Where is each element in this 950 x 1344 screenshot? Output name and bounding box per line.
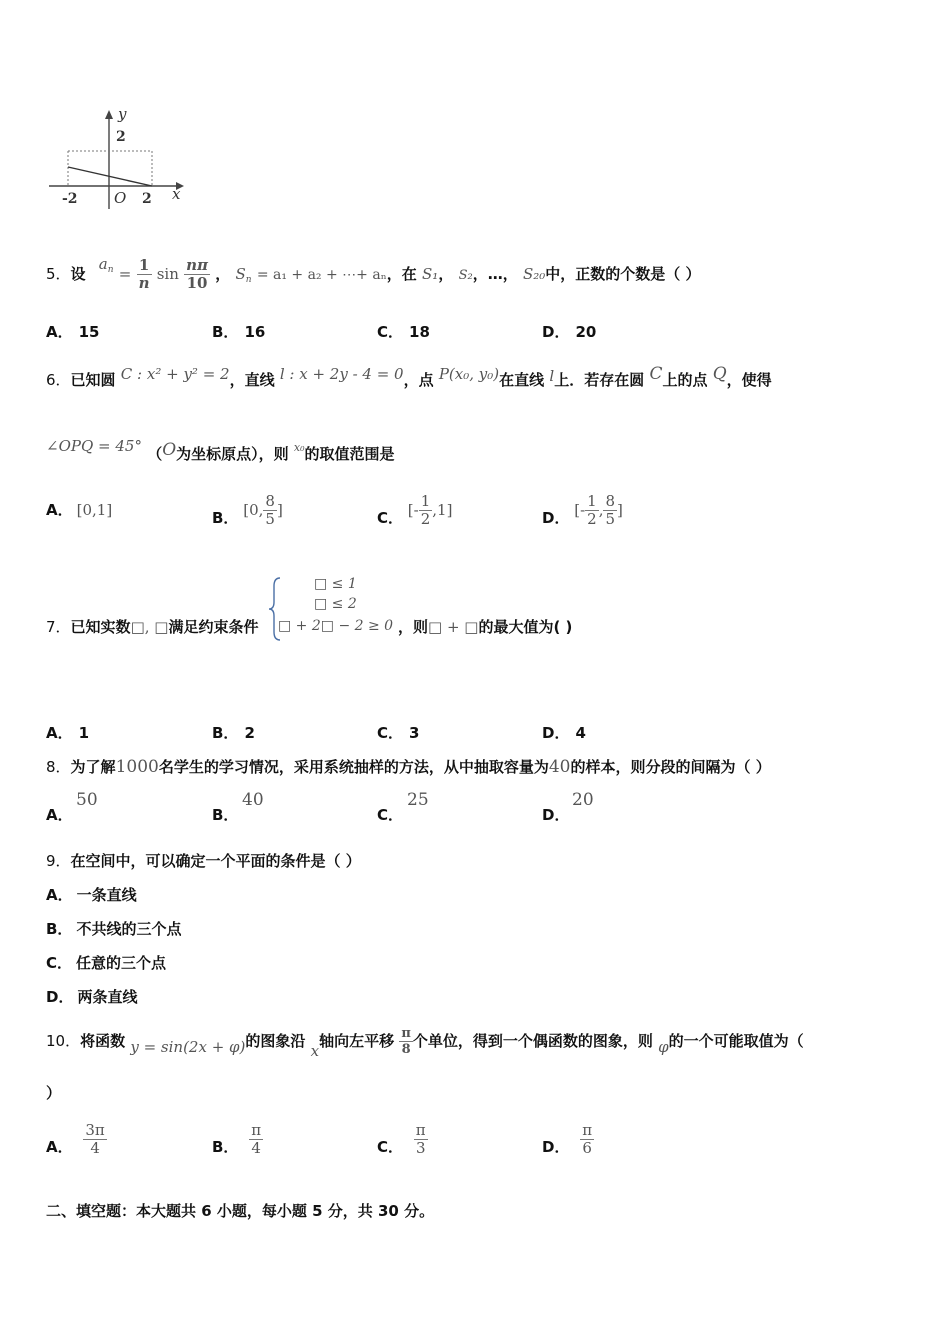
q7-number: 7． <box>46 618 71 636</box>
q5-sep1: ， <box>438 265 454 283</box>
q10-option-c[interactable]: C． $\frac{\pi}{3}$ <box>377 1121 426 1157</box>
q10-shift-frac: $\frac{\pi}{8}$ <box>401 1026 411 1057</box>
graph-y-label: y <box>118 105 127 123</box>
q5-sin: sin <box>156 265 179 283</box>
question-7 <box>46 616 258 637</box>
q9-text: 在空间中，可以确定一个平面的条件是（ ） <box>70 852 361 870</box>
q6-text-c: ，点 <box>403 371 434 389</box>
q10-text-a: 将函数 <box>80 1032 126 1050</box>
q10-close-paren: ） <box>46 1084 62 1102</box>
q6-text-g: ，使得 <box>726 371 772 389</box>
q6-option-d[interactable]: D． [- $\frac{1}{2}$ , $\frac{8}{5}$ ] <box>542 492 623 528</box>
q6-line-eq: l : x + 2y - 4 = 0 <box>279 365 404 383</box>
q9-option-b[interactable]: B． 不共线的三个点 <box>46 920 182 938</box>
q6-text-i: 为坐标原点），则 <box>176 445 289 463</box>
graph-y-tick: 2 <box>116 129 126 145</box>
q7-constraint-1: □ ≤ 1 <box>314 576 357 592</box>
q10-x: x <box>310 1042 320 1060</box>
q6-text-h: （ <box>147 445 163 463</box>
q6-text-j: 的取值范围是 <box>304 445 395 463</box>
q7-option-d[interactable]: D． 4 <box>542 724 586 742</box>
graph-x-label: x <box>172 185 181 203</box>
q5-an: $a_n$ <box>98 255 114 275</box>
q5-s20: S₂₀ <box>522 265 546 283</box>
q10-text-d: 个单位，得到一个偶函数的图象，则 <box>412 1032 653 1050</box>
q5-option-d[interactable]: D． 20 <box>542 323 597 341</box>
q6-option-c[interactable]: C． [- $\frac{1}{2}$ ,1] <box>377 492 453 528</box>
q6-text-b: ，直线 <box>229 371 275 389</box>
function-graph <box>44 105 194 215</box>
q8-number: 8． <box>46 758 71 776</box>
q7-option-c[interactable]: C． 3 <box>377 724 420 742</box>
q5-text-b: ，在 <box>386 265 417 283</box>
q5-sn: $S_n$ <box>235 265 252 285</box>
graph-x-neg-tick: -2 <box>62 191 78 207</box>
q6-point: P(x₀, y₀) <box>438 365 500 383</box>
graph-origin: O <box>114 189 127 207</box>
q7-constraint-system <box>268 574 398 642</box>
q5-sep2: ，…， <box>472 265 518 283</box>
q6-angle: ∠OPQ = 45° <box>46 437 142 455</box>
q5-frac1: $\frac{1}{n}$ <box>138 256 150 292</box>
q8-text-c: 的样本，则分段的间隔为（ ） <box>570 758 771 776</box>
question-6 <box>46 356 772 398</box>
q9-option-d[interactable]: D． 两条直线 <box>46 988 138 1006</box>
q5-option-b[interactable]: B． 16 <box>212 323 266 341</box>
q5-comma1: ， <box>215 265 231 283</box>
q7-constraint-3: □ + 2□ − 2 ≥ 0 <box>278 618 394 634</box>
q10-func: y = sin(2x + φ) <box>130 1038 246 1056</box>
question-8 <box>46 756 771 777</box>
q6-o: O <box>162 440 177 460</box>
q7-option-a[interactable]: A． 1 <box>46 724 90 742</box>
question-7-tail <box>398 616 572 637</box>
q7-constraint-2: □ ≤ 2 <box>314 596 357 612</box>
q5-option-a[interactable]: A． 15 <box>46 323 100 341</box>
question-6-line2 <box>46 428 395 472</box>
q6-text-e: 上．若存在圆 <box>554 371 645 389</box>
q10-phi: φ <box>658 1038 669 1056</box>
q5-sum-expr: = a₁ + a₂ + ⋯+ aₙ <box>256 267 387 283</box>
q10-text-e: 的一个可能取值为（ <box>668 1032 804 1050</box>
q7-text-b: 满足约束条件 <box>168 618 259 636</box>
q6-text-a: 已知圆 <box>70 371 116 389</box>
q5-number: 5． <box>46 265 71 283</box>
q6-number: 6． <box>46 371 71 389</box>
q7-text-d: 的最大值为( ) <box>478 618 573 636</box>
q6-x0: x₀ <box>293 441 305 454</box>
q6-text-d: 在直线 <box>499 371 545 389</box>
q6-text-f: 上的点 <box>662 371 708 389</box>
section-2-heading: 二、填空题：本大题共 6 小题，每小题 5 分，共 30 分。 <box>46 1202 435 1220</box>
q9-number: 9． <box>46 852 71 870</box>
question-9 <box>46 850 361 871</box>
q5-s2: S₂ <box>458 268 473 283</box>
q5-text-a: 设 <box>70 265 86 283</box>
q5-frac2: $\frac{n\pi}{10}$ <box>186 256 209 292</box>
q6-option-b[interactable]: B． [0, $\frac{8}{5}$ ] <box>212 492 283 528</box>
q5-text-c: 中，正数的个数是（ ） <box>545 265 701 283</box>
q6-l: l <box>549 367 555 385</box>
q10-text-c: 轴向左平移 <box>319 1032 395 1050</box>
q6-option-a[interactable]: A． [0,1] <box>46 501 113 519</box>
q6-circle-eq: C : x² + y² = 2 <box>120 365 230 383</box>
q7-expr: □ + □ <box>428 618 479 636</box>
y-axis-arrow <box>105 110 113 119</box>
q10-option-b[interactable]: B． $\frac{\pi}{4}$ <box>212 1121 262 1157</box>
q8-text-a: 为了解 <box>70 758 116 776</box>
q6-c: C <box>649 364 663 384</box>
question-5 <box>46 234 700 294</box>
q8-n1: 1000 <box>115 757 159 777</box>
q7-option-b[interactable]: B． 2 <box>212 724 255 742</box>
q5-eq: = <box>118 265 132 283</box>
q9-option-a[interactable]: A． 一条直线 <box>46 886 137 904</box>
graph-x-pos-tick: 2 <box>142 191 152 207</box>
q5-s1: S₁ <box>422 265 439 283</box>
graph-line <box>68 167 152 186</box>
q8-n2: 40 <box>548 757 571 777</box>
q5-option-c[interactable]: C． 18 <box>377 323 430 341</box>
question-10 <box>46 1018 804 1064</box>
q7-text-c: ，则 <box>398 618 429 636</box>
q10-option-d[interactable]: D． $\frac{\pi}{6}$ <box>542 1121 593 1157</box>
q10-text-b: 的图象沿 <box>245 1032 306 1050</box>
q6-q: Q <box>712 364 727 384</box>
q10-option-a[interactable]: A． $\frac{3\pi}{4}$ <box>46 1121 105 1157</box>
q7-vars: □, □ <box>130 618 169 636</box>
q8-text-b: 名学生的学习情况，采用系统抽样的方法，从中抽取容量为 <box>158 758 549 776</box>
q7-text-a: 已知实数 <box>70 618 131 636</box>
q9-option-c[interactable]: C． 任意的三个点 <box>46 954 167 972</box>
q10-number: 10． <box>46 1032 81 1050</box>
